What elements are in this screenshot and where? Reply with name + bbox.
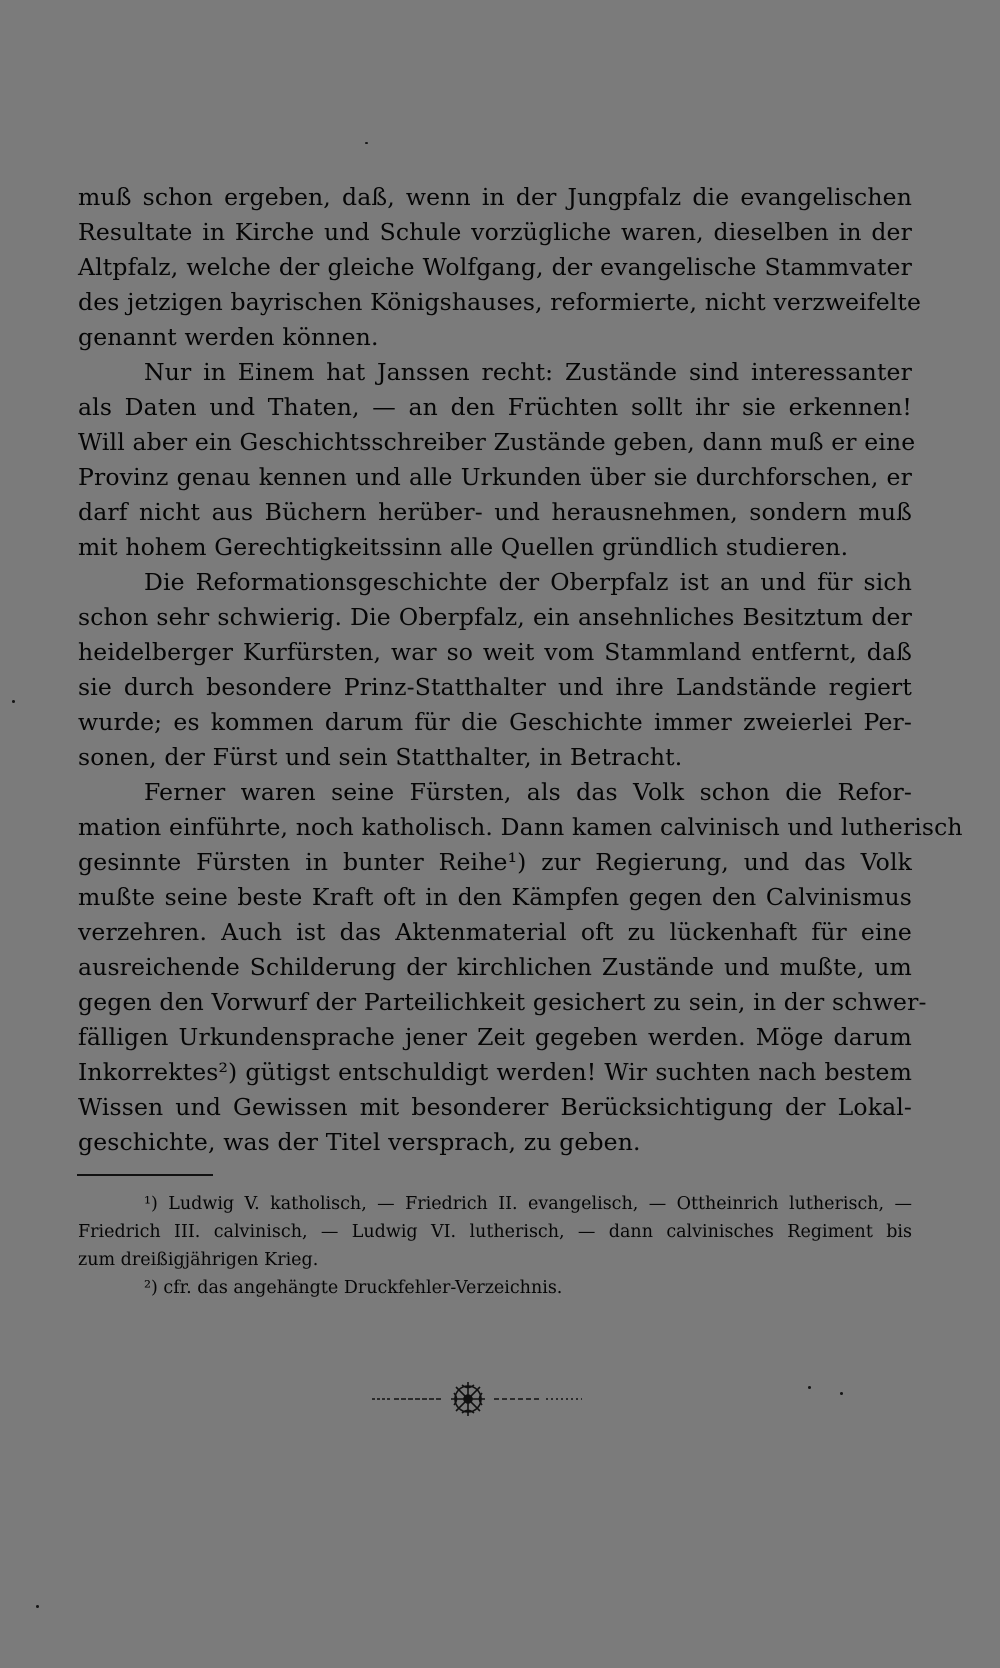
- text-line: heidelberger Kurfürsten, war so weit vom Stammland entfernt, daß: [78, 638, 912, 666]
- footnotes: [78, 1190, 912, 1302]
- text-line: Resultate in Kirche und Schule vorzügliche waren, dieselben in der: [78, 218, 912, 246]
- text-line: Die Reformationsgeschichte der Oberpfalz ist an und für sich: [144, 568, 912, 596]
- ink-speck: [365, 142, 368, 144]
- ornament-divider: [360, 1379, 640, 1419]
- text-line: Will aber ein Geschichtsschreiber Zustände geben, dann muß er eine: [78, 428, 916, 456]
- ink-speck: [840, 1392, 843, 1395]
- text-line: verzehren. Auch ist das Aktenmaterial oft zu lückenhaft für eine: [78, 918, 912, 946]
- footnote-line: zum dreißigjährigen Krieg.: [78, 1250, 319, 1270]
- text-line: muß schon ergeben, daß, wenn in der Jungpfalz die evangelischen: [78, 183, 912, 211]
- text-line: als Daten und Thaten, — an den Früchten sollt ihr sie erkennen!: [78, 393, 912, 421]
- text-line: mit hohem Gerechtigkeitssinn alle Quellen gründlich studieren.: [78, 533, 849, 561]
- text-line: schon sehr schwierig. Die Oberpfalz, ein ansehnliches Besitztum der: [78, 603, 912, 631]
- text-line: darf nicht aus Büchern herüber- und herausnehmen, sondern muß: [78, 498, 912, 526]
- text-line: mation einführte, noch katholisch. Dann kamen calvinisch und lutherisch: [78, 813, 963, 841]
- text-line: Ferner waren seine Fürsten, als das Volk schon die Refor-: [144, 778, 912, 806]
- text-line: Provinz genau kennen und alle Urkunden über sie durchforschen, er: [78, 463, 912, 491]
- footnote-line: Friedrich III. calvinisch, — Ludwig VI. lutherisch, — dann calvinisches Regiment bis: [78, 1222, 912, 1242]
- text-line: Nur in Einem hat Janssen recht: Zustände sind interessanter: [144, 358, 912, 386]
- ink-speck: [36, 1605, 39, 1608]
- text-line: Inkorrektes²) gütigst entschuldigt werden! Wir suchten nach bestem: [78, 1058, 912, 1086]
- ink-speck: [12, 700, 15, 703]
- text-line: gesinnte Fürsten in bunter Reihe¹) zur Regierung, und das Volk: [78, 848, 912, 876]
- text-line: des jetzigen bayrischen Königshauses, reformierte, nicht verzweifelte: [78, 288, 922, 316]
- text-line: fälligen Urkundensprache jener Zeit gegeben werden. Möge darum: [78, 1023, 912, 1051]
- footnote-line: ¹) Ludwig V. katholisch, — Friedrich II. evangelisch, — Ottheinrich lutherisch, —: [144, 1194, 912, 1214]
- text-line: wurde; es kommen darum für die Geschichte immer zweierlei Per-: [78, 708, 912, 736]
- ink-speck: [808, 1386, 811, 1389]
- text-line: Wissen und Gewissen mit besonderer Berücksichtigung der Lokal-: [78, 1093, 912, 1121]
- text-line: sonen, der Fürst und sein Statthalter, in Betracht.: [78, 743, 683, 771]
- text-line: ausreichende Schilderung der kirchlichen Zustände und mußte, um: [78, 953, 912, 981]
- text-line: geschichte, was der Titel versprach, zu geben.: [78, 1128, 641, 1156]
- text-line: genannt werden können.: [78, 323, 379, 351]
- footnote-line: ²) cfr. das angehängte Druckfehler-Verzeichnis.: [144, 1278, 563, 1298]
- text-line: mußte seine beste Kraft oft in den Kämpfen gegen den Calvinismus: [78, 883, 912, 911]
- main-text: [78, 180, 963, 1160]
- text-line: Altpfalz, welche der gleiche Wolfgang, der evangelische Stammvater: [78, 253, 912, 281]
- text-line: sie durch besondere Prinz-Statthalter und ihre Landstände regiert: [78, 673, 912, 701]
- footnote-separator: [77, 1174, 213, 1176]
- text-line: gegen den Vorwurf der Parteilichkeit gesichert zu sein, in der schwer-: [78, 988, 927, 1016]
